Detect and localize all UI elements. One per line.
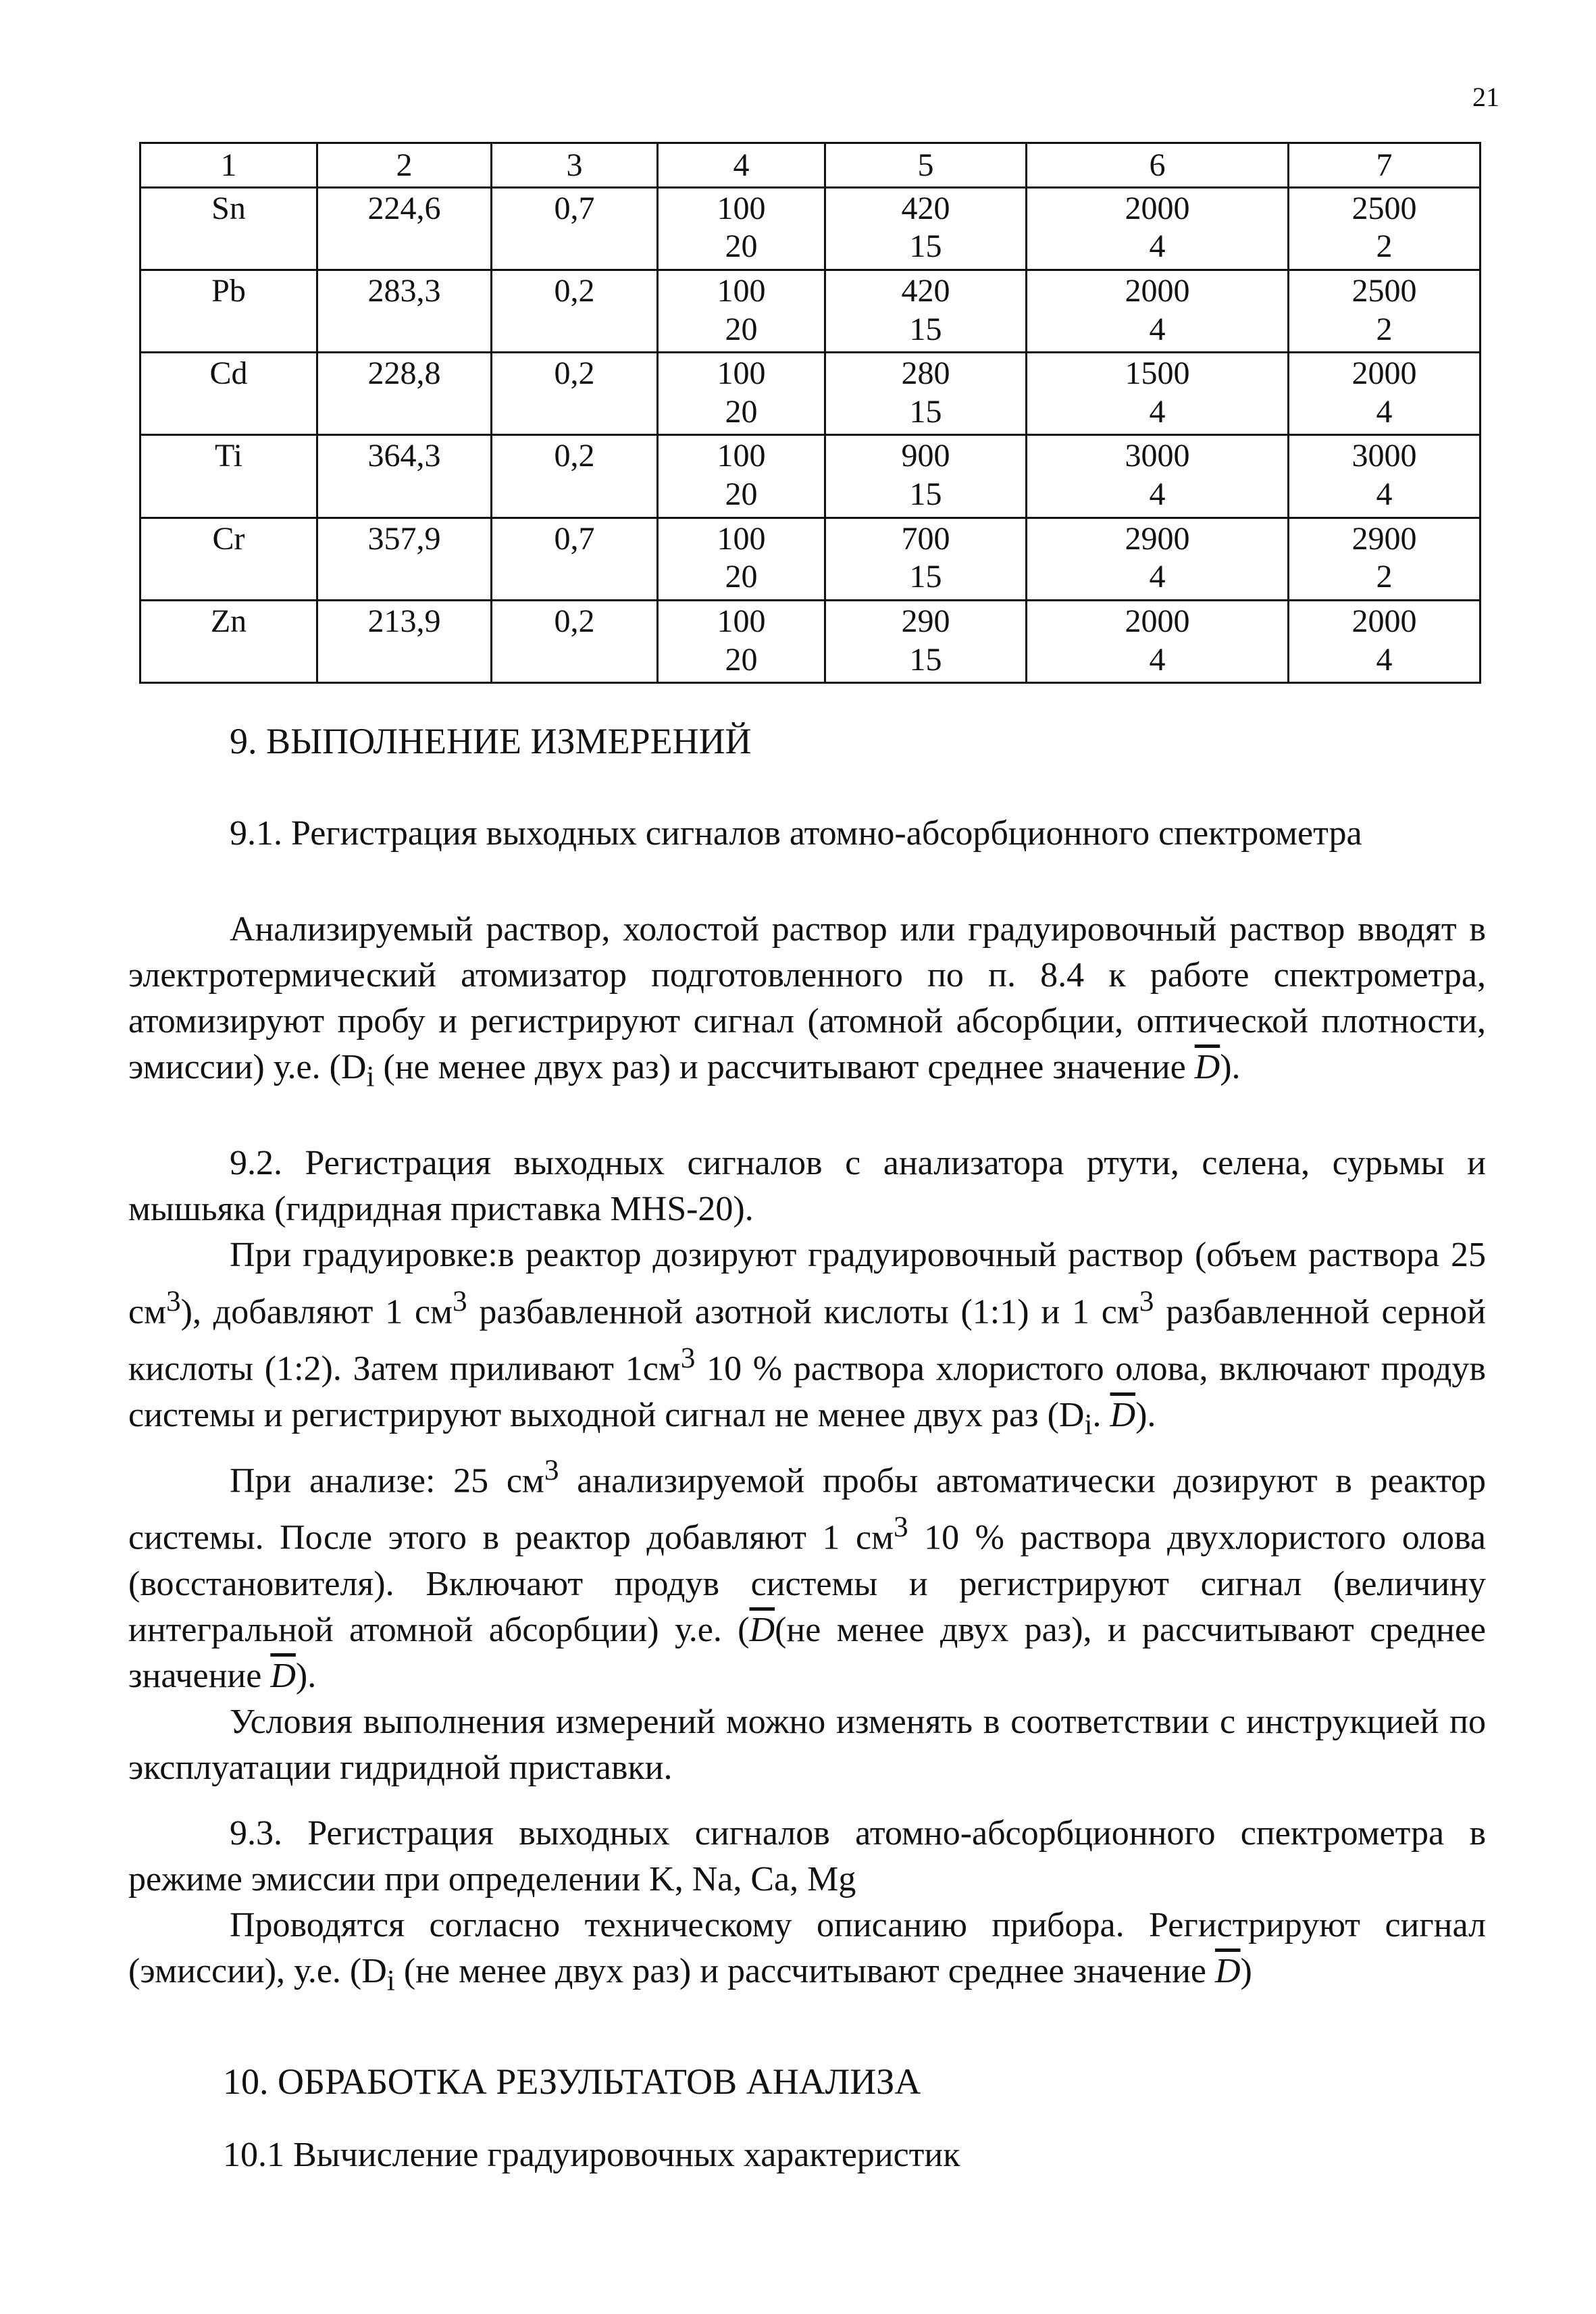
cell-spacer xyxy=(141,558,316,597)
column-header: 7 xyxy=(1289,143,1481,188)
s92p1-c: разбавленной азотной кислоты (1:1) и 1 см xyxy=(467,1292,1139,1332)
d-mean-symbol: $\overline{D}$ xyxy=(1214,1952,1241,1990)
cell-value: 4 xyxy=(1376,641,1393,678)
s92-paragraph-2 xyxy=(128,1447,1486,1699)
d-mean-symbol: $\overline{D}$ xyxy=(749,1610,775,1649)
table-cell xyxy=(492,353,658,435)
cell-value: 0,2 xyxy=(554,272,595,309)
table-row xyxy=(140,353,1481,435)
cell-value: 4 xyxy=(1149,311,1166,347)
cell-spacer xyxy=(318,228,490,266)
cell-spacer xyxy=(492,558,657,597)
cell-value: Cr xyxy=(212,520,245,557)
cell-value: 700 xyxy=(901,520,950,557)
table-cell xyxy=(825,518,1027,600)
table-cell xyxy=(825,187,1027,270)
table-cell xyxy=(317,600,492,682)
section-9-1-paragraph xyxy=(128,907,1486,1099)
s92p1-d: разбавленной серной кислоты (1:2). Затем приливают 1см xyxy=(128,1292,1486,1388)
table-cell xyxy=(1027,187,1289,270)
cell-value: 2000 xyxy=(1125,603,1190,639)
column-header: 1 xyxy=(140,143,317,188)
table-cell xyxy=(825,353,1027,435)
cell-value: 420 xyxy=(901,272,950,309)
section-9-1-heading: 9.1. Регистрация выходных сигналов атомно-абсорбционного спектрометра xyxy=(230,814,1362,853)
cell-spacer xyxy=(492,311,657,349)
cell-value: 364,3 xyxy=(367,438,441,474)
s92p2-d: (не менее двух раз), и рассчитывают среднее значение xyxy=(128,1610,1487,1695)
cell-value: 224,6 xyxy=(367,190,441,226)
cell-value: Ti xyxy=(215,438,242,474)
cell-spacer xyxy=(318,311,490,349)
cell-value: 0,2 xyxy=(554,438,595,474)
cell-value: 20 xyxy=(725,559,758,595)
cell-value: 283,3 xyxy=(367,272,441,309)
cell-value: Sn xyxy=(211,190,246,226)
cell-value: 0,2 xyxy=(554,355,595,392)
sup-3: 3 xyxy=(1139,1285,1154,1317)
cell-value: 2500 xyxy=(1352,190,1417,226)
table-cell xyxy=(1289,353,1481,435)
table-cell xyxy=(140,353,317,435)
table-cell xyxy=(825,435,1027,518)
table-cell xyxy=(492,435,658,518)
s91-text-b: (не менее двух раз) и рассчитывают среднее значение xyxy=(374,1048,1195,1086)
section-9-3-block xyxy=(128,1811,1486,2003)
sup-3: 3 xyxy=(894,1511,908,1544)
table-cell xyxy=(658,518,825,600)
cell-value: Cd xyxy=(209,355,248,392)
cell-value: 2900 xyxy=(1352,520,1417,557)
cell-value: 4 xyxy=(1149,559,1166,595)
table-cell xyxy=(658,435,825,518)
table-cell xyxy=(317,435,492,518)
table-cell xyxy=(1289,187,1481,270)
cell-value: 15 xyxy=(909,476,942,512)
cell-value: 0,7 xyxy=(554,520,595,557)
s92-paragraph-1 xyxy=(128,1232,1486,1447)
cell-value: 15 xyxy=(909,641,942,678)
table-cell xyxy=(492,187,658,270)
table-cell xyxy=(658,600,825,682)
table-row xyxy=(140,518,1481,600)
cell-value: 15 xyxy=(909,393,942,430)
table-cell xyxy=(658,353,825,435)
table-row xyxy=(140,187,1481,270)
table-row xyxy=(140,435,1481,518)
element-parameters-table xyxy=(139,142,1481,684)
cell-value: 357,9 xyxy=(367,520,441,557)
cell-value: 2 xyxy=(1376,228,1393,265)
cell-value: 15 xyxy=(909,559,942,595)
column-header: 6 xyxy=(1027,143,1289,188)
column-header: 2 xyxy=(317,143,492,188)
section-9-2-heading: 9.2. Регистрация выходных сигналов с анализатора ртути, селена, сурьмы и мышьяка (гидридная приставка MHS-20). xyxy=(128,1144,1486,1228)
table-cell xyxy=(492,600,658,682)
cell-spacer xyxy=(492,476,657,514)
cell-value: 100 xyxy=(717,355,766,392)
table-cell xyxy=(140,435,317,518)
table-header-row xyxy=(140,143,1481,188)
s92p1-g: ). xyxy=(1135,1395,1156,1434)
cell-spacer xyxy=(141,393,316,432)
cell-value: 2000 xyxy=(1125,190,1190,226)
table-cell xyxy=(825,270,1027,352)
cell-value: 2000 xyxy=(1352,355,1417,392)
s93-c: ) xyxy=(1240,1952,1252,1990)
section-10-1-heading: 10.1 Вычисление градуировочных характеристик xyxy=(223,2136,960,2174)
s92p2-e: ). xyxy=(295,1656,317,1695)
cell-value: 4 xyxy=(1376,476,1393,512)
table-cell xyxy=(492,518,658,600)
table-cell xyxy=(140,518,317,600)
s92-paragraph-3: Условия выполнения измерений можно изменять в соответствии с инструкцией по эксплуатации гидридной приставки. xyxy=(128,1702,1486,1787)
cell-spacer xyxy=(318,393,490,432)
cell-spacer xyxy=(141,228,316,266)
cell-value: 420 xyxy=(901,190,950,226)
column-header: 4 xyxy=(658,143,825,188)
table-cell xyxy=(317,187,492,270)
cell-value: 20 xyxy=(725,641,758,678)
cell-value: Pb xyxy=(211,272,246,309)
table-cell xyxy=(1027,270,1289,352)
table-cell xyxy=(317,353,492,435)
cell-value: 2000 xyxy=(1352,603,1417,639)
table-row xyxy=(140,270,1481,352)
cell-value: 20 xyxy=(725,311,758,347)
cell-value: 3000 xyxy=(1352,438,1417,474)
cell-value: 2900 xyxy=(1125,520,1190,557)
cell-value: 290 xyxy=(901,603,950,639)
cell-value: 20 xyxy=(725,228,758,265)
table-cell xyxy=(1027,518,1289,600)
cell-value: 4 xyxy=(1376,393,1393,430)
table-cell xyxy=(140,187,317,270)
cell-value: 100 xyxy=(717,603,766,639)
cell-value: 20 xyxy=(725,393,758,430)
table-cell xyxy=(658,187,825,270)
table-cell xyxy=(317,518,492,600)
cell-value: 100 xyxy=(717,520,766,557)
column-header: 3 xyxy=(492,143,658,188)
cell-value: 100 xyxy=(717,190,766,226)
s92p1-f: . xyxy=(1092,1395,1110,1434)
cell-spacer xyxy=(318,476,490,514)
cell-spacer xyxy=(141,311,316,349)
s92p2-a: При анализе: 25 см xyxy=(230,1461,544,1501)
cell-value: 4 xyxy=(1149,393,1166,430)
table-cell xyxy=(658,270,825,352)
cell-spacer xyxy=(318,641,490,680)
s92p2-b: анализируемой пробы автоматически дозируют в реактор системы. После этого в реактор добавляют 1 см xyxy=(128,1461,1486,1557)
s92p1-e: 10 % раствора хлористого олова, включают продув системы и регистрируют выходной сигнал не менее двух раз (D xyxy=(128,1349,1486,1434)
cell-value: 2 xyxy=(1376,311,1393,347)
d-mean-symbol: $\overline{D}$ xyxy=(270,1656,296,1695)
s92p2-c: 10 % раствора двухлористого олова (восстановителя). Включают продув системы и регистрируют сигнал (величину интегральной атомной абсорбции) у.е. ( xyxy=(128,1518,1486,1649)
table-cell xyxy=(1027,435,1289,518)
cell-value: 900 xyxy=(901,438,950,474)
cell-value: 0,2 xyxy=(554,603,595,639)
page-number: 21 xyxy=(1472,82,1499,112)
s92p1-a: При градуировке:в реактор дозируют градуировочный раствор (объем раствора 25 см xyxy=(128,1236,1486,1332)
cell-spacer xyxy=(492,641,657,680)
table-cell xyxy=(1027,353,1289,435)
cell-value: 2 xyxy=(1376,559,1393,595)
cell-spacer xyxy=(141,641,316,680)
s91-text-a: Анализируемый раствор, холостой раствор или градуировочный раствор вводят в электротермический атомизатор подготовленного по п. 8.4 к работе спектрометра, атомизируют пробу и регистрируют сигнал (атомной абсорбции, оптической плотности, эмиссии) у.е. (D xyxy=(128,910,1486,1086)
section-9-3-heading: 9.3. Регистрация выходных сигналов атомно-абсорбционного спектрометра в режиме эмиссии при определении K, Na, Ca, Mg xyxy=(128,1814,1486,1898)
cell-value: 20 xyxy=(725,476,758,512)
cell-value: 2500 xyxy=(1352,272,1417,309)
cell-value: 213,9 xyxy=(367,603,441,639)
d-mean-symbol: $\overline{D}$ xyxy=(1194,1048,1220,1086)
table-cell xyxy=(492,270,658,352)
table-cell xyxy=(140,600,317,682)
sup-3: 3 xyxy=(452,1285,467,1317)
section-9-heading: 9. ВЫПОЛНЕНИЕ ИЗМЕРЕНИЙ xyxy=(230,721,752,761)
cell-value: 15 xyxy=(909,311,942,347)
cell-value: 4 xyxy=(1149,228,1166,265)
cell-value: 15 xyxy=(909,228,942,265)
table-cell xyxy=(1027,600,1289,682)
cell-value: 4 xyxy=(1149,641,1166,678)
column-header: 5 xyxy=(825,143,1027,188)
table-cell xyxy=(140,270,317,352)
table-cell xyxy=(825,600,1027,682)
s91-text-c: ). xyxy=(1220,1048,1241,1086)
section-10-heading: 10. ОБРАБОТКА РЕЗУЛЬТАТОВ АНАЛИЗА xyxy=(223,2061,921,2102)
cell-spacer xyxy=(492,228,657,266)
sub-i: i xyxy=(386,1964,395,1997)
cell-value: 2000 xyxy=(1125,272,1190,309)
s93-paragraph xyxy=(128,1903,1486,2003)
section-9-2-block xyxy=(128,1140,1486,1791)
cell-value: 228,8 xyxy=(367,355,441,392)
table-cell xyxy=(317,270,492,352)
sub-i: i xyxy=(1084,1408,1093,1441)
cell-value: 280 xyxy=(901,355,950,392)
cell-value: 0,7 xyxy=(554,190,595,226)
cell-value: 3000 xyxy=(1125,438,1190,474)
table-cell xyxy=(1289,270,1481,352)
cell-value: Zn xyxy=(210,603,247,639)
cell-value: 100 xyxy=(717,438,766,474)
table-row xyxy=(140,600,1481,682)
table-cell xyxy=(1289,600,1481,682)
sup-3: 3 xyxy=(680,1342,696,1375)
cell-spacer xyxy=(318,558,490,597)
s92p1-b: ), добавляют 1 см xyxy=(180,1292,453,1332)
sup-3: 3 xyxy=(544,1454,559,1487)
sup-3: 3 xyxy=(166,1285,181,1317)
cell-spacer xyxy=(492,393,657,432)
table-cell xyxy=(1289,435,1481,518)
cell-value: 1500 xyxy=(1125,355,1190,392)
s93-a: Проводятся согласно техническому описанию прибора. Регистрируют сигнал (эмиссии), у.е. (D xyxy=(128,1906,1486,1990)
d-mean-symbol: $\overline{D}$ xyxy=(1110,1395,1136,1434)
s91-sub-i: i xyxy=(366,1060,375,1093)
s93-b: (не менее двух раз) и рассчитывают среднее значение xyxy=(394,1952,1215,1990)
cell-spacer xyxy=(141,476,316,514)
cell-value: 4 xyxy=(1149,476,1166,512)
cell-value: 100 xyxy=(717,272,766,309)
table-cell xyxy=(1289,518,1481,600)
